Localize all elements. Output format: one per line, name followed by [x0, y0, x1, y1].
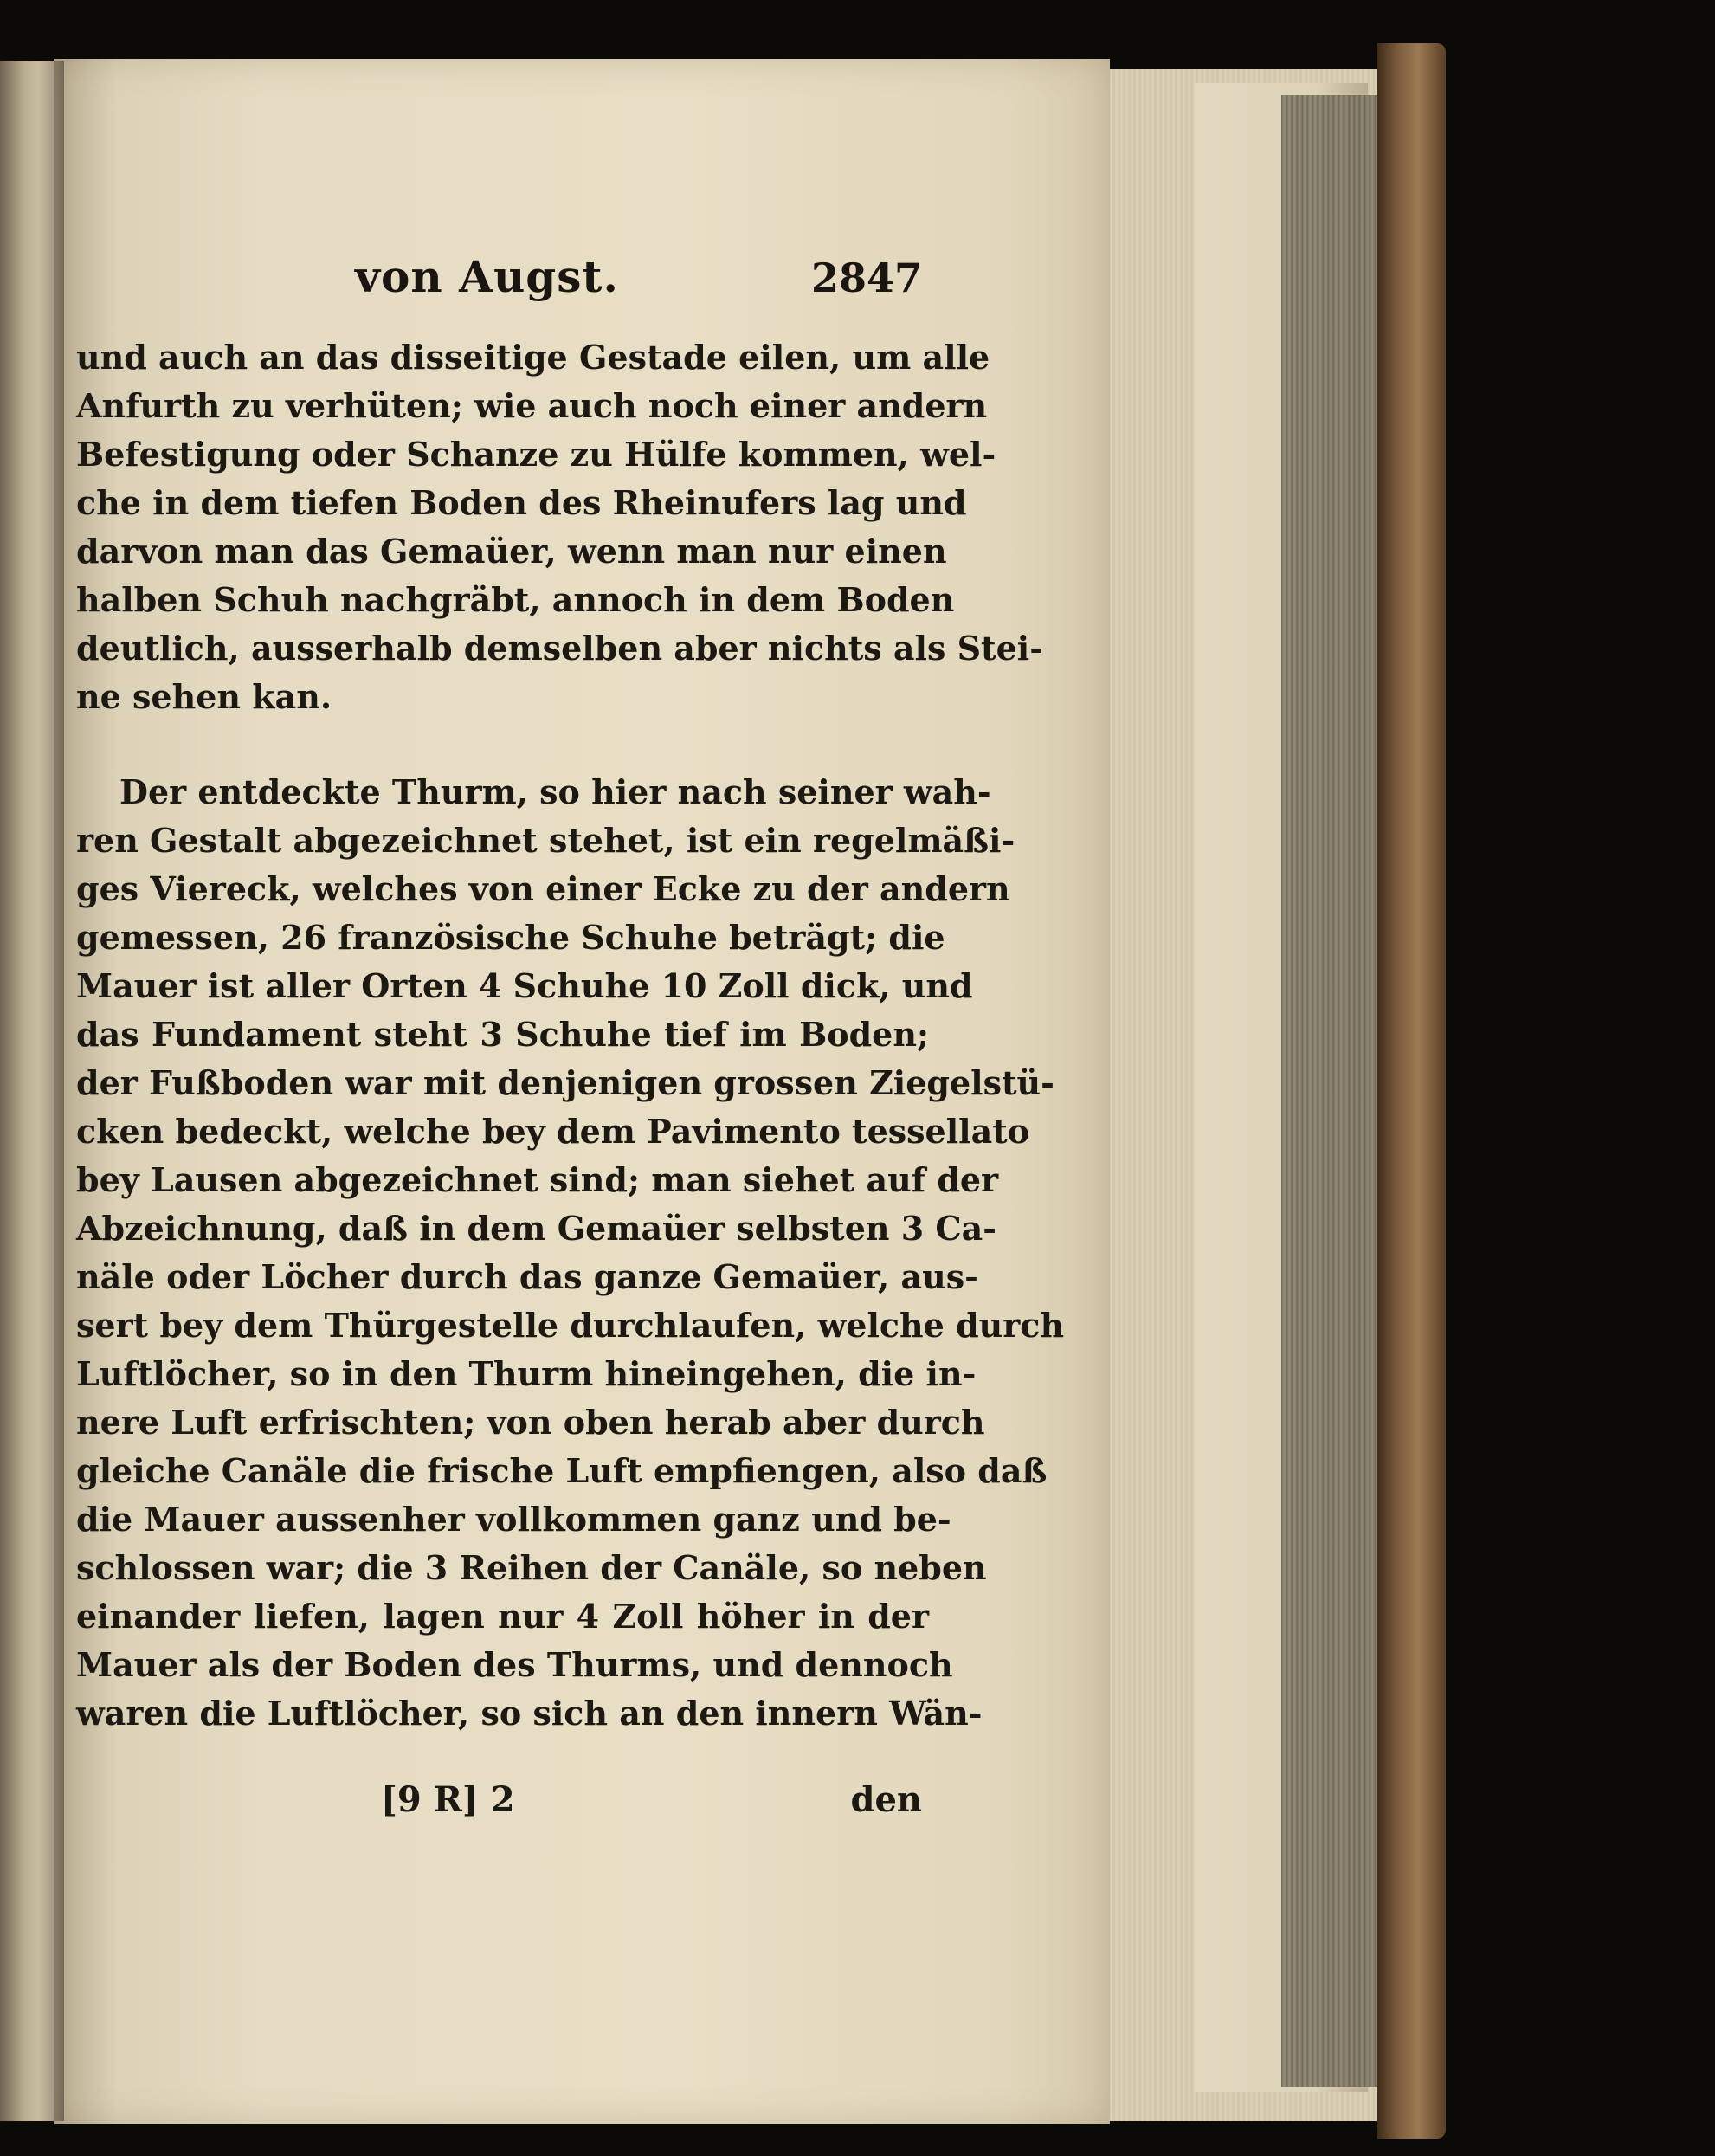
gutter-shadow — [38, 61, 64, 2121]
text-line: ne sehen kan. — [76, 677, 332, 716]
text-line: der Fußboden war mit denjenigen grossen Ziegelstü- — [76, 1063, 1054, 1102]
text-line: gleiche Canäle die frische Luft empfiengen, also daß — [76, 1451, 1048, 1490]
page-header — [82, 251, 931, 312]
text-line: näle oder Löcher durch das ganze Gemaüer, aus- — [76, 1257, 978, 1296]
text-line: Abzeichnung, daß in dem Gemaüer selbsten 3 Ca- — [76, 1209, 997, 1248]
text-line: Befestigung oder Schanze zu Hülfe kommen, wel- — [76, 435, 996, 474]
text-line: waren die Luftlöcher, so sich an den innern Wän- — [76, 1694, 983, 1733]
signature-mark: [9 R] 2 — [381, 1779, 515, 1820]
text-line: das Fundament steht 3 Schuhe tief im Boden; — [76, 1015, 929, 1054]
text-line: halben Schuh nachgräbt, annoch in dem Boden — [76, 580, 955, 619]
text-line: gemessen, 26 französische Schuhe beträgt; die — [76, 918, 945, 957]
text-line: ges Viereck, welches von einer Ecke zu der andern — [76, 869, 1010, 908]
text-line: darvon man das Gemaüer, wenn man nur einen — [76, 532, 947, 571]
text-line: cken bedeckt, welche bey dem Pavimento tessellato — [76, 1112, 1030, 1151]
text-line: Mauer als der Boden des Thurms, und dennoch — [76, 1645, 953, 1684]
text-line: einander liefen, lagen nur 4 Zoll höher in der — [76, 1597, 929, 1636]
text-line: che in dem tiefen Boden des Rheinufers lag und — [76, 483, 967, 522]
running-title: von Augst. — [355, 251, 619, 302]
paragraph-1 — [76, 333, 1043, 721]
page-stack-edge — [1281, 95, 1377, 2087]
page-number: 2847 — [810, 255, 922, 301]
text-line: bey Lausen abgezeichnet sind; man siehet auf der — [76, 1160, 999, 1199]
text-line: Mauer ist aller Orten 4 Schuhe 10 Zoll dick, und — [76, 966, 973, 1005]
text-line: Anfurth zu verhüten; wie auch noch einer andern — [76, 386, 988, 425]
text-line: deutlich, ausserhalb demselben aber nichts als Stei- — [76, 629, 1043, 668]
leather-cover — [1377, 43, 1446, 2139]
catchword: den — [850, 1779, 922, 1820]
body-text — [76, 333, 1065, 1738]
text-line: sert bey dem Thürgestelle durchlaufen, welche durch — [76, 1306, 1065, 1345]
paragraph-2 — [76, 768, 1065, 1738]
text-line: Luftlöcher, so in den Thurm hineingehen, die in- — [76, 1354, 977, 1393]
text-line: Der entdeckte Thurm, so hier nach seiner wah- — [119, 772, 991, 811]
text-line: und auch an das disseitige Gestade eilen, um alle — [76, 338, 990, 377]
text-line: schlossen war; die 3 Reihen der Canäle, so neben — [76, 1548, 987, 1587]
text-line: ren Gestalt abgezeichnet stehet, ist ein regelmäßi- — [76, 821, 1015, 860]
text-line: nere Luft erfrischten; von oben herab aber durch — [76, 1403, 985, 1442]
page-footer — [82, 1779, 931, 1831]
text-line: die Mauer aussenher vollkommen ganz und be- — [76, 1500, 951, 1539]
